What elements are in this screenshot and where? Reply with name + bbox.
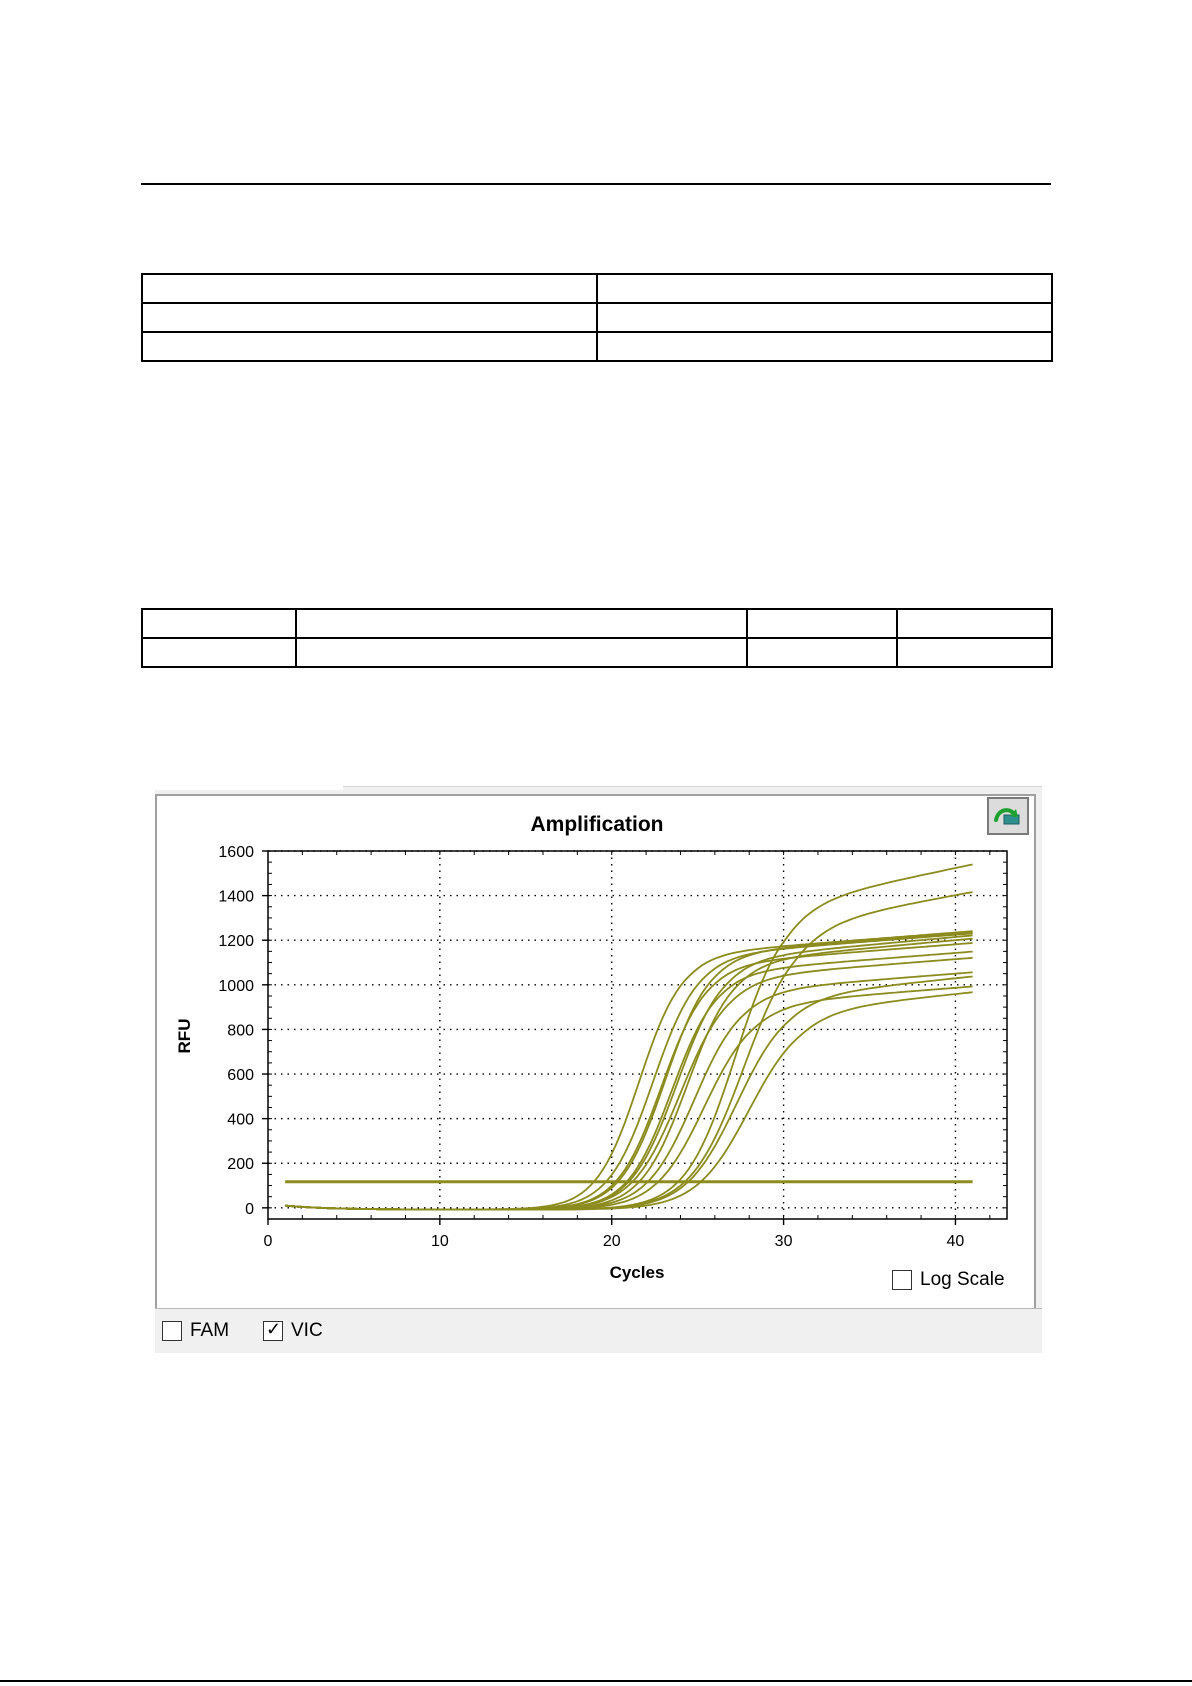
series-line-curve-14 — [285, 987, 972, 1210]
y-tick-label: 0 — [245, 1200, 254, 1218]
export-chart-button[interactable] — [987, 797, 1029, 835]
log-scale-checkbox[interactable] — [892, 1270, 912, 1290]
export-arrow-icon — [993, 804, 1023, 828]
check-icon: ✓ — [266, 1319, 282, 1339]
y-tick-label: 1200 — [218, 933, 254, 951]
series-lines — [285, 865, 972, 1210]
fam-checkbox[interactable] — [162, 1321, 182, 1341]
y-tick-label: 1600 — [218, 844, 254, 861]
footer-rule — [0, 1680, 1192, 1682]
y-tick-label: 1000 — [218, 977, 254, 995]
x-tick-label: 30 — [774, 1233, 793, 1250]
log-scale-toggle[interactable] — [892, 1269, 1005, 1291]
x-axis-label: Cycles — [609, 1263, 665, 1282]
table-row — [142, 303, 1052, 332]
series-line-curve-11 — [285, 972, 972, 1209]
table-row — [142, 274, 1052, 303]
x-tick-label: 40 — [946, 1233, 965, 1250]
vic-checkbox[interactable] — [263, 1321, 283, 1341]
y-tick-label: 1400 — [218, 888, 254, 906]
x-tick-label: 0 — [263, 1233, 273, 1250]
fam-toggle[interactable] — [162, 1320, 229, 1342]
table-row — [142, 638, 1052, 667]
amplification-chart — [157, 796, 1034, 1308]
panel-tab-strip — [343, 786, 1042, 793]
vic-toggle[interactable] — [263, 1320, 323, 1342]
y-tick-label: 400 — [227, 1111, 254, 1129]
series-line-curve-7 — [285, 939, 972, 1210]
header-rule — [141, 183, 1051, 185]
series-line-curve-13 — [285, 992, 972, 1209]
vic-label: VIC — [291, 1320, 323, 1341]
axis-ticks — [218, 844, 1007, 1250]
channel-legend — [155, 1308, 1042, 1353]
y-tick-label: 800 — [227, 1022, 254, 1040]
y-tick-label: 600 — [227, 1067, 254, 1085]
series-line-curve-5 — [285, 932, 972, 1209]
series-line-curve-1 — [285, 865, 972, 1210]
x-tick-label: 10 — [430, 1233, 449, 1250]
series-line-curve-9 — [285, 952, 972, 1210]
chart-area — [155, 794, 1036, 1310]
table-row — [142, 609, 1052, 638]
fam-label: FAM — [190, 1320, 230, 1341]
table-row — [142, 332, 1052, 361]
info-table — [141, 273, 1053, 362]
log-scale-label: Log Scale — [920, 1269, 1005, 1290]
y-tick-label: 200 — [227, 1156, 254, 1174]
y-axis-label: RFU — [175, 1018, 194, 1054]
x-tick-label: 20 — [602, 1233, 621, 1250]
series-line-curve-12 — [285, 977, 972, 1210]
result-table — [141, 608, 1053, 668]
chart-title: Amplification — [530, 813, 664, 836]
series-line-curve-8 — [285, 943, 972, 1210]
